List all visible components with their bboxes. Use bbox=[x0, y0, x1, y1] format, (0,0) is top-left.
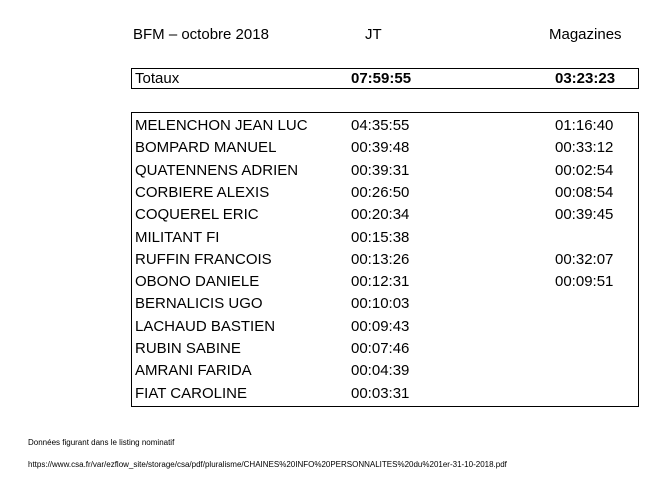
person-name: LACHAUD BASTIEN bbox=[135, 317, 276, 335]
totals-label: Totaux bbox=[135, 70, 180, 87]
person-name: OBONO DANIELE bbox=[135, 273, 260, 291]
jt-duration: 00:09:43 bbox=[351, 317, 410, 335]
table-row bbox=[132, 115, 638, 137]
person-name: MELENCHON JEAN LUC bbox=[135, 117, 308, 134]
person-name: COQUEREL ERIC bbox=[135, 206, 259, 224]
person-name: RUBIN SABINE bbox=[135, 340, 241, 357]
table-row bbox=[132, 227, 638, 249]
jt-duration: 00:10:03 bbox=[351, 295, 410, 313]
jt-duration: 00:03:31 bbox=[351, 384, 410, 402]
table-row bbox=[132, 316, 638, 338]
source-link[interactable]: https://www.csa.fr/var/ezflow_site/storage/csa/pdf/pluralisme/CHAINES%20INFO%20PERSONNALITES%20du%201er-31-10-2018.pdf bbox=[28, 460, 507, 469]
person-name: CORBIERE ALEXIS bbox=[135, 183, 270, 201]
jt-duration: 00:26:50 bbox=[351, 183, 410, 201]
footer-note: Données figurant dans le listing nominatif bbox=[28, 438, 175, 447]
table-row bbox=[132, 383, 638, 405]
magazines-duration: 00:02:54 bbox=[555, 161, 614, 179]
table-row bbox=[132, 160, 638, 182]
table-row bbox=[132, 182, 638, 204]
table-row bbox=[132, 293, 638, 315]
column-header-jt: JT bbox=[365, 26, 382, 43]
table-row bbox=[132, 137, 638, 159]
magazines-duration: 00:33:12 bbox=[555, 139, 614, 157]
magazines-duration: 00:32:07 bbox=[555, 250, 614, 268]
totals-jt: 07:59:55 bbox=[351, 70, 412, 87]
jt-duration: 00:04:39 bbox=[351, 362, 410, 380]
person-name: AMRANI FARIDA bbox=[135, 362, 252, 380]
person-name: BOMPARD MANUEL bbox=[135, 139, 277, 157]
table-row bbox=[132, 360, 638, 382]
person-name: QUATENNENS ADRIEN bbox=[135, 161, 299, 179]
column-header-magazines: Magazines bbox=[549, 26, 622, 43]
jt-duration: 00:12:31 bbox=[351, 273, 410, 291]
jt-duration: 04:35:55 bbox=[351, 117, 410, 134]
jt-duration: 00:07:46 bbox=[351, 340, 410, 357]
jt-duration: 00:20:34 bbox=[351, 206, 410, 224]
jt-duration: 00:39:48 bbox=[351, 139, 410, 157]
person-name: BERNALICIS UGO bbox=[135, 295, 263, 313]
person-name: FIAT CAROLINE bbox=[135, 384, 247, 402]
person-name: RUFFIN FRANCOIS bbox=[135, 250, 272, 268]
totals-magazines: 03:23:23 bbox=[555, 70, 616, 87]
person-name: MILITANT FI bbox=[135, 228, 220, 246]
magazines-duration: 00:09:51 bbox=[555, 273, 614, 291]
jt-duration: 00:13:26 bbox=[351, 250, 410, 268]
magazines-duration: 01:16:40 bbox=[555, 117, 614, 134]
magazines-duration: 00:08:54 bbox=[555, 183, 614, 201]
jt-duration: 00:39:31 bbox=[351, 161, 410, 179]
table-row bbox=[132, 338, 638, 360]
jt-duration: 00:15:38 bbox=[351, 228, 410, 246]
magazines-duration: 00:39:45 bbox=[555, 206, 614, 224]
table-row bbox=[132, 271, 638, 293]
totals-box bbox=[131, 68, 639, 89]
table-row bbox=[132, 204, 638, 226]
report-title: BFM – octobre 2018 bbox=[133, 26, 269, 43]
personalities-table bbox=[131, 112, 639, 407]
table-row bbox=[132, 249, 638, 271]
